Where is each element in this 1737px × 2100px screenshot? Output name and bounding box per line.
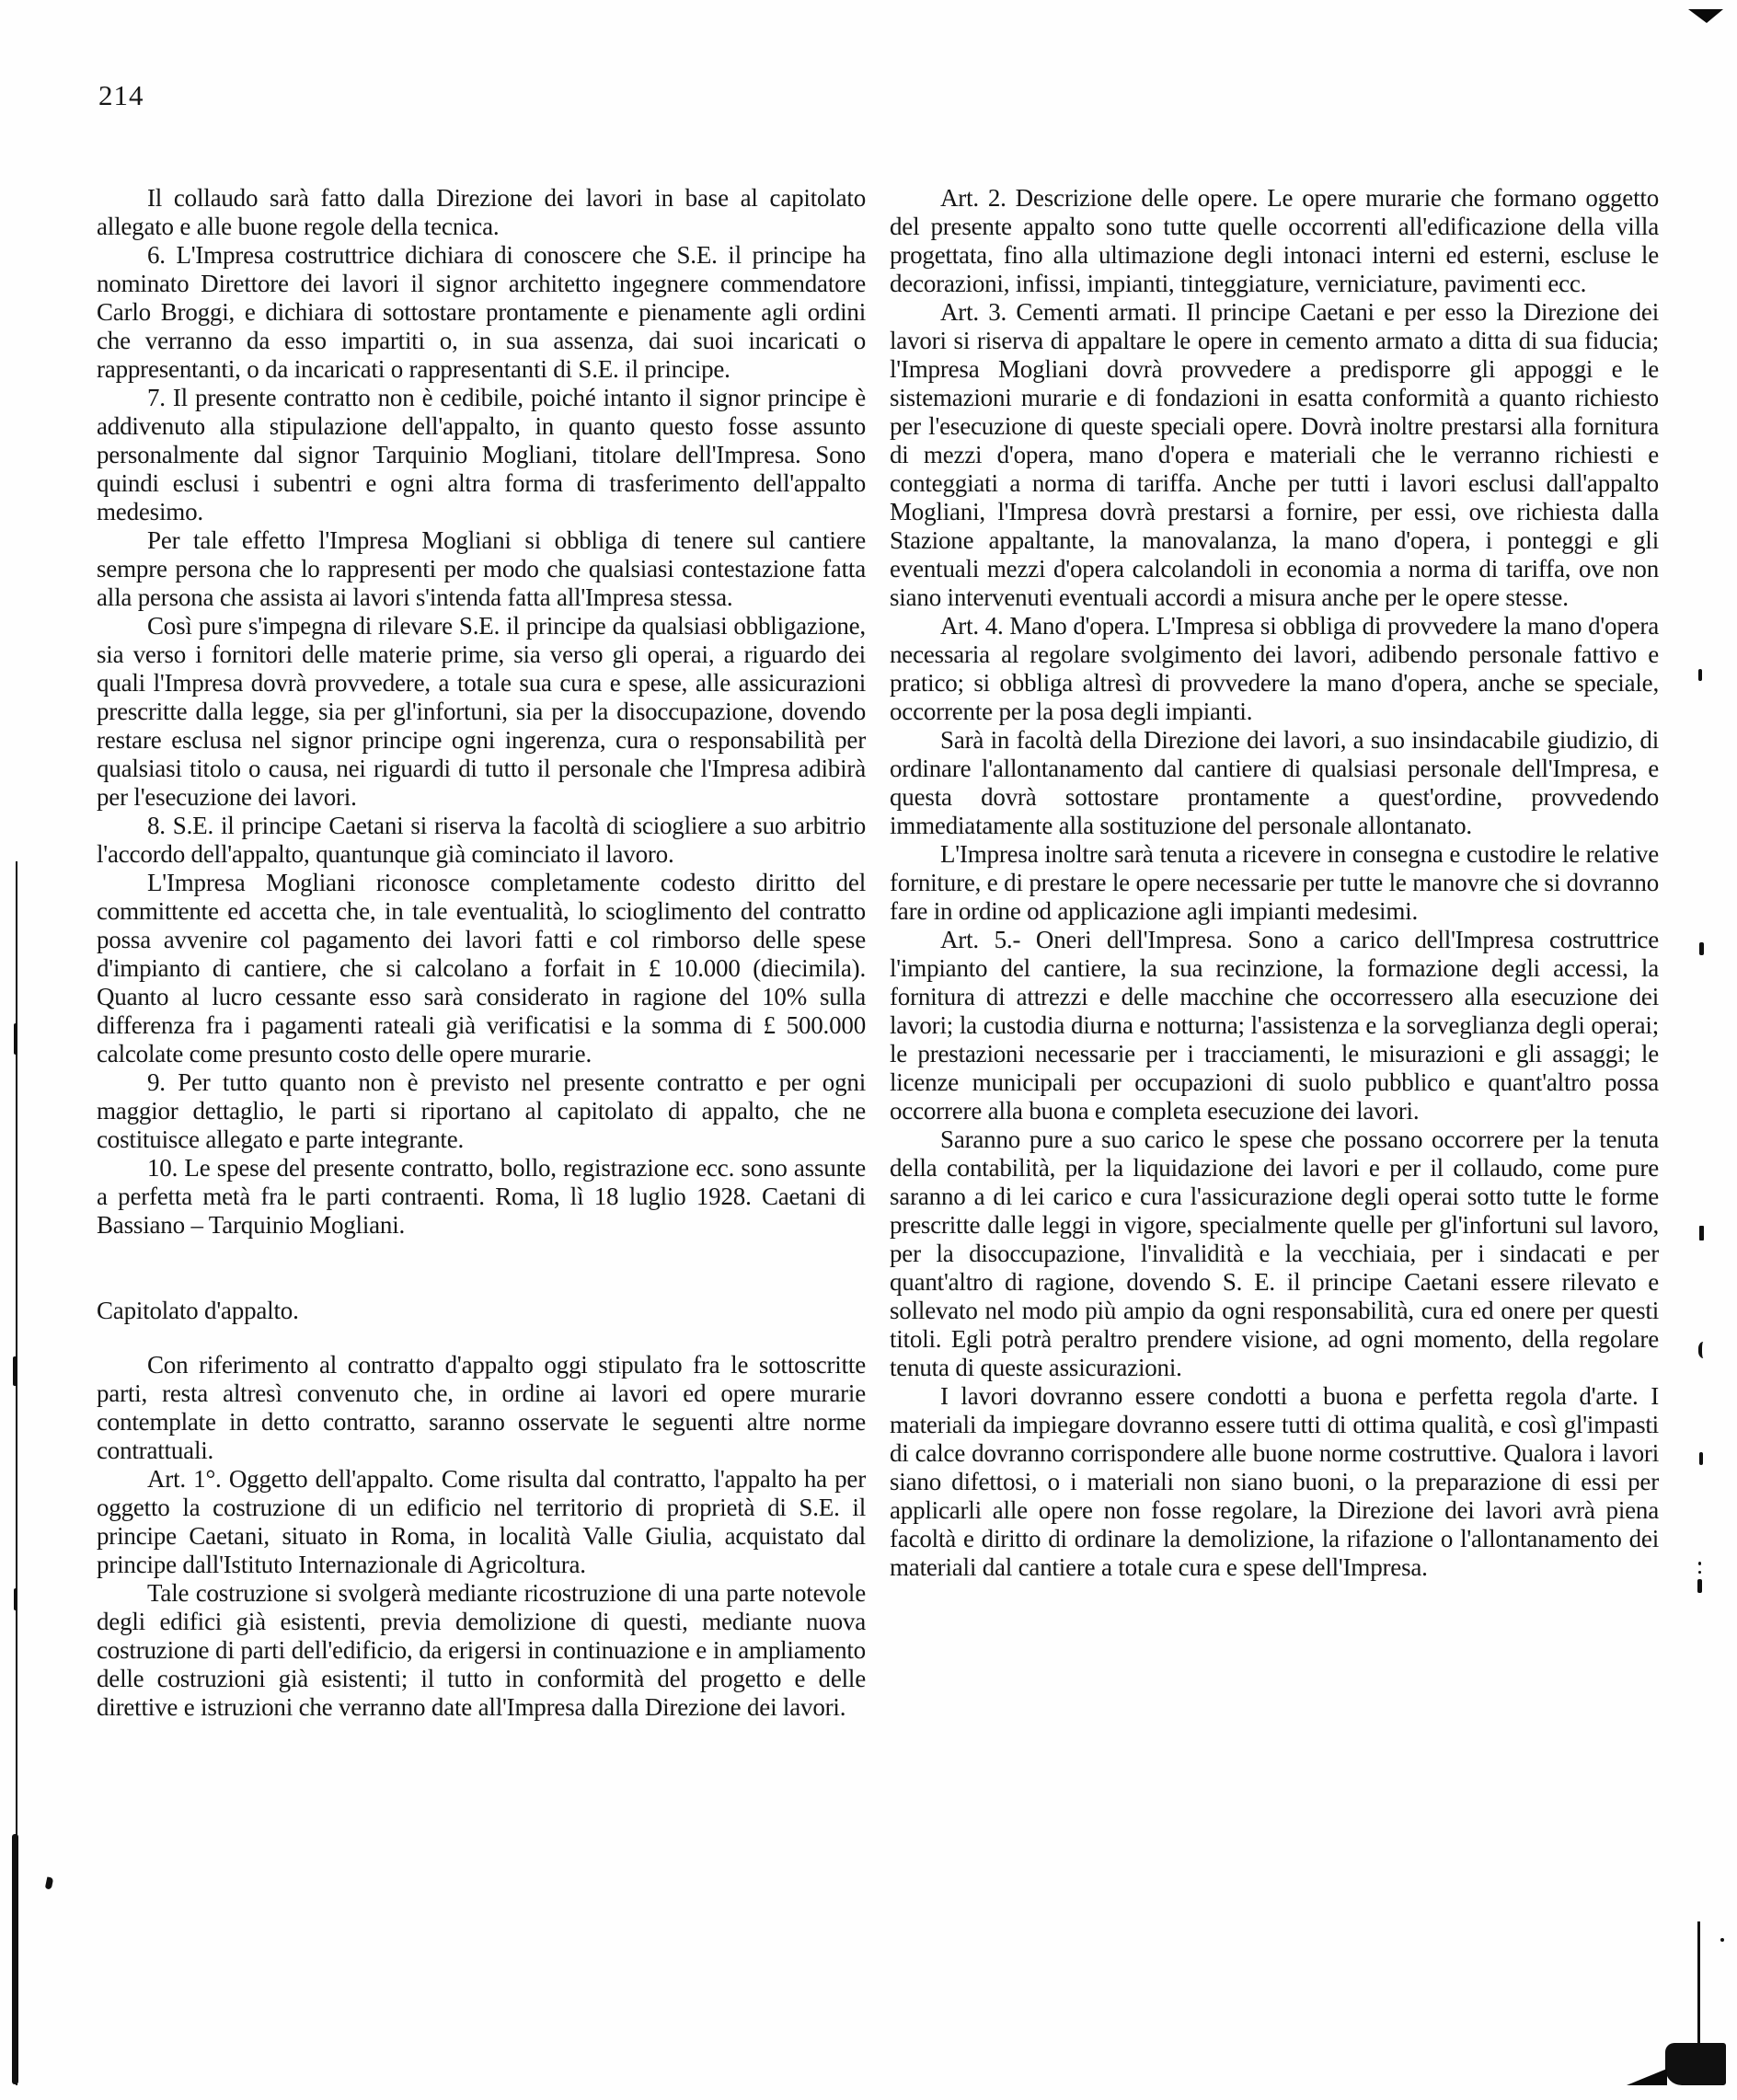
right-margin-ink-speck xyxy=(1699,1452,1703,1465)
right-margin-ink-speck xyxy=(1697,1579,1702,1593)
corner-fold-mark-icon xyxy=(1688,9,1723,23)
left-margin-ink-blob xyxy=(13,1356,17,1386)
bottom-right-ink-streak xyxy=(1697,1921,1700,2052)
text-columns xyxy=(97,184,1659,1722)
right-margin-ink-speck xyxy=(1698,669,1702,681)
paragraph: Art. 3. Cementi armati. Il principe Caetani e per esso la Direzione dei lavori si riserva di appaltare le opere in cemento armato a ditta di sua fiducia; l'Impresa Mogliani dovrà provvedere a predisporre gli appoggi e le sistemazioni murarie e di fondazioni in esatta conformità a quanto richiesto per l'esecuzione di queste speciali opere. Dovrà inoltre prestarsi alla fornitura di mezzi d'opera, mano d'opera e materiali che le verranno richiesti e conteggiati a norma di tariffa. Anche per tutti i lavori esclusi dall'appalto Mogliani, l'Impresa dovrà prestarsi a fornire, per essi, ove richiesta dalla Stazione appaltante, la manovalanza, la mano d'opera, i ponteggi e gli eventuali mezzi d'opera calcolandoli in economia a norma di tariffa, ove non siano intervenuti eventuali accordi a misura anche per le opere stesse. xyxy=(890,298,1659,611)
paragraph: Saranno pure a suo carico le spese che possano occorrere per la tenuta della contabilità, per la liquidazione dei lavori e per il collaudo, come pure saranno a di lei carico e cura l'assicurazione degli operai sotto tutte le forme prescritte dalle leggi in vigore, specialmente quelle per gl'infortuni sul lavoro, per la disoccupazione, l'invalidità e la vecchiaia, per i sindacati e per quant'altro di ragione, dovendo S. E. il principe Caetani essere rilevato e sollevato nel modo più ampio da ogni responsabilità, cura ed onere per questi titoli. Egli potrà peraltro prendere visione, ad ogni momento, della regolare tenuta di queste assicurazioni. xyxy=(890,1125,1659,1381)
paragraph: Il collaudo sarà fatto dalla Direzione dei lavori in base al capitolato allegato e alle buone regole della tecnica. xyxy=(97,184,866,240)
paragraph: L'Impresa Mogliani riconosce completamente codesto diritto del committente ed accetta che, in tale eventualità, lo scioglimento del contratto possa avvenire col pagamento dei lavori fatti e col rimborso delle spese d'impianto di cantiere, che si calcolano a forfait in £ 10.000 (diecimila). Quanto al lucro cessante esso sarà considerato in ragione del 10% sulla differenza fra i pagamenti rateali già verificatisi e la somma di £ 500.000 calcolate come presunto costo delle opere murarie. xyxy=(97,869,866,1067)
left-margin-ink-blob xyxy=(14,1588,17,1610)
paragraph: Art. 5.- Oneri dell'Impresa. Sono a carico dell'Impresa costruttrice l'impianto del cantiere, la sua recinzione, la formazione degli accessi, la fornitura di attrezzi e delle macchine che occorressero alla esecuzione dei lavori; la custodia diurna e notturna; l'assistenza e la sorveglianza degli operai; le prestazioni necessarie per i tracciamenti, le misurazioni e gli assaggi; le licenze municipali per occupazioni di suolo pubblico e quant'altro possa occorrere alla buona e completa esecuzione dei lavori. xyxy=(890,926,1659,1125)
right-margin-ink-speck xyxy=(1698,1342,1708,1358)
paragraph: 9. Per tutto quanto non è previsto nel presente contratto e per ogni maggior dettaglio, le parti si riportano al capitolato di appalto, che ne costituisce allegato e parte integrante. xyxy=(97,1068,866,1153)
paragraph: Art. 1°. Oggetto dell'appalto. Come risulta dal contratto, l'appalto ha per oggetto la costruzione di un edificio nel territorio di proprietà di S.E. il principe Caetani, situato in Roma, in località Valle Giulia, acquistato dal principe dall'Istituto Internazionale di Agricoltura. xyxy=(97,1465,866,1578)
left-column xyxy=(97,184,866,1722)
paragraph: 7. Il presente contratto non è cedibile, poiché intanto il signor principe è addivenuto alla stipulazione dell'appalto, in quanto questo fosse assunto personalmente dal signor Tarquinio Mogliani, titolare dell'Impresa. Sono quindi esclusi i subentri e ogni altra forma di trasferimento dell'appalto medesimo. xyxy=(97,384,866,525)
right-margin-ink-speck xyxy=(1699,942,1704,955)
left-margin-ink-blob xyxy=(14,1023,17,1055)
paragraph: Con riferimento al contratto d'appalto oggi stipulato fra le sottoscritte parti, resta altresì convenuto che, in ordine ai lavori ed opere murarie contemplate in detto contratto, saranno osservate le seguenti altre norme contrattuali. xyxy=(97,1351,866,1464)
right-margin-ink-dot xyxy=(1698,1562,1701,1565)
page-number: 214 xyxy=(98,79,144,111)
paragraph: Tale costruzione si svolgerà mediante ricostruzione di una parte notevole degli edifici già esistenti, previa demolizione di questi, mediante nuova costruzione di parti dell'edificio, da erigersi in continuazione e in ampliamento delle costruzioni già esistenti; il tutto in conformità del progetto e delle direttive e istruzioni che verranno date all'Impresa dalla Direzione dei lavori. xyxy=(97,1579,866,1721)
paragraph: Art. 2. Descrizione delle opere. Le opere murarie che formano oggetto del presente appalto sono tutte quelle occorrenti all'edificazione della villa progettata, fino alla ultimazione degli intonaci interni ed esterni, escluse le decorazioni, infissi, impianti, tinteggiature, verniciature, pavimenti ecc. xyxy=(890,184,1659,297)
section-heading: Capitolato d'appalto. xyxy=(97,1297,299,1324)
paragraph: Così pure s'impegna di rilevare S.E. il principe da qualsiasi obbligazione, sia verso i fornitori delle materie prime, sia verso gli operai, a riguardo dei quali l'Impresa dovrà provvedere, a totale sua cura e spese, alle assicurazioni prescritte dalla legge, sia per gl'infortuni, sia per la disoccupazione, dovendo restare esclusa nel signor principe ogni ingerenza, cura o responsabilità per qualsiasi titolo o causa, nei riguardi di tutto il personale che l'Impresa adibirà per l'esecuzione dei lavori. xyxy=(97,612,866,811)
right-margin-ink-speck xyxy=(1699,1226,1704,1240)
paragraph: Art. 4. Mano d'opera. L'Impresa si obbliga di provvedere la mano d'opera necessaria al regolare svolgimento dei lavori, adibendo personale fattivo e pratico; si obbliga altresì di provvedere la mano d'opera, anche se speciale, occorrente per la posa degli impianti. xyxy=(890,612,1659,725)
right-margin-ink-dot xyxy=(1698,1571,1701,1574)
left-margin-ink-speck xyxy=(45,1876,54,1889)
paragraph: L'Impresa inoltre sarà tenuta a ricevere in consegna e custodire le relative forniture, e di prestare le opere necessarie per tutte le manovre che si dovranno fare in ordine od applicazione agli impianti medesimi. xyxy=(890,840,1659,925)
bottom-right-ink-blot xyxy=(1665,2043,1726,2085)
paragraph: I lavori dovranno essere condotti a buona e perfetta regola d'arte. I materiali da impiegare dovranno essere tutti di ottima qualità, e così gl'impasti di calce dovranno corrispondere alle buone norme costruttive. Qualora i lavori siano difettosi, o i materiali non siano buoni, o la preparazione di essi per applicarli alle opere non fosse regolare, la Direzione dei lavori avrà piena facoltà e diritto di ordinare la demolizione, la rifazione o l'allontanamento dei materiali dal cantiere a totale cura e spese dell'Impresa. xyxy=(890,1382,1659,1581)
bottom-right-ink-dot xyxy=(1720,1938,1724,1942)
paragraph: 6. L'Impresa costruttrice dichiara di conoscere che S.E. il principe ha nominato Direttore dei lavori il signor architetto ingegnere commendatore Carlo Broggi, e dichiara di sottostare prontamente e pienamente agli ordini che verranno da esso impartiti o, in sua assenza, dai suoi incaricati o rappresentanti, o da incaricati o rappresentanti di S.E. il principe. xyxy=(97,241,866,383)
paragraph: 10. Le spese del presente contratto, bollo, registrazione ecc. sono assunte a perfetta metà fra le parti contraenti. Roma, lì 18 luglio 1928. Caetani di Bassiano – Tarquinio Mogliani. xyxy=(97,1154,866,1239)
paragraph: Per tale effetto l'Impresa Mogliani si obbliga di tenere sul cantiere sempre persona che lo rappresenti per modo che qualsiasi contestazione fatta alla persona che assista ai lavori s'intenda fatta all'Impresa stessa. xyxy=(97,526,866,611)
left-margin-ink-line-thick xyxy=(12,1834,18,2084)
paragraph: Sarà in facoltà della Direzione dei lavori, a suo insindacabile giudizio, di ordinare l'allontanamento dal cantiere di qualsiasi personale dell'Impresa, e questa dovrà sottostare prontamente a quest'ordine, provvedendo immediatamente alla sostituzione del personale allontanato. xyxy=(890,726,1659,839)
right-column xyxy=(890,184,1659,1722)
bottom-right-ink-blot-taper xyxy=(1627,2069,1667,2085)
paragraph: 8. S.E. il principe Caetani si riserva la facoltà di sciogliere a suo arbitrio l'accordo dell'appalto, quantunque già cominciato il lavoro. xyxy=(97,812,866,868)
